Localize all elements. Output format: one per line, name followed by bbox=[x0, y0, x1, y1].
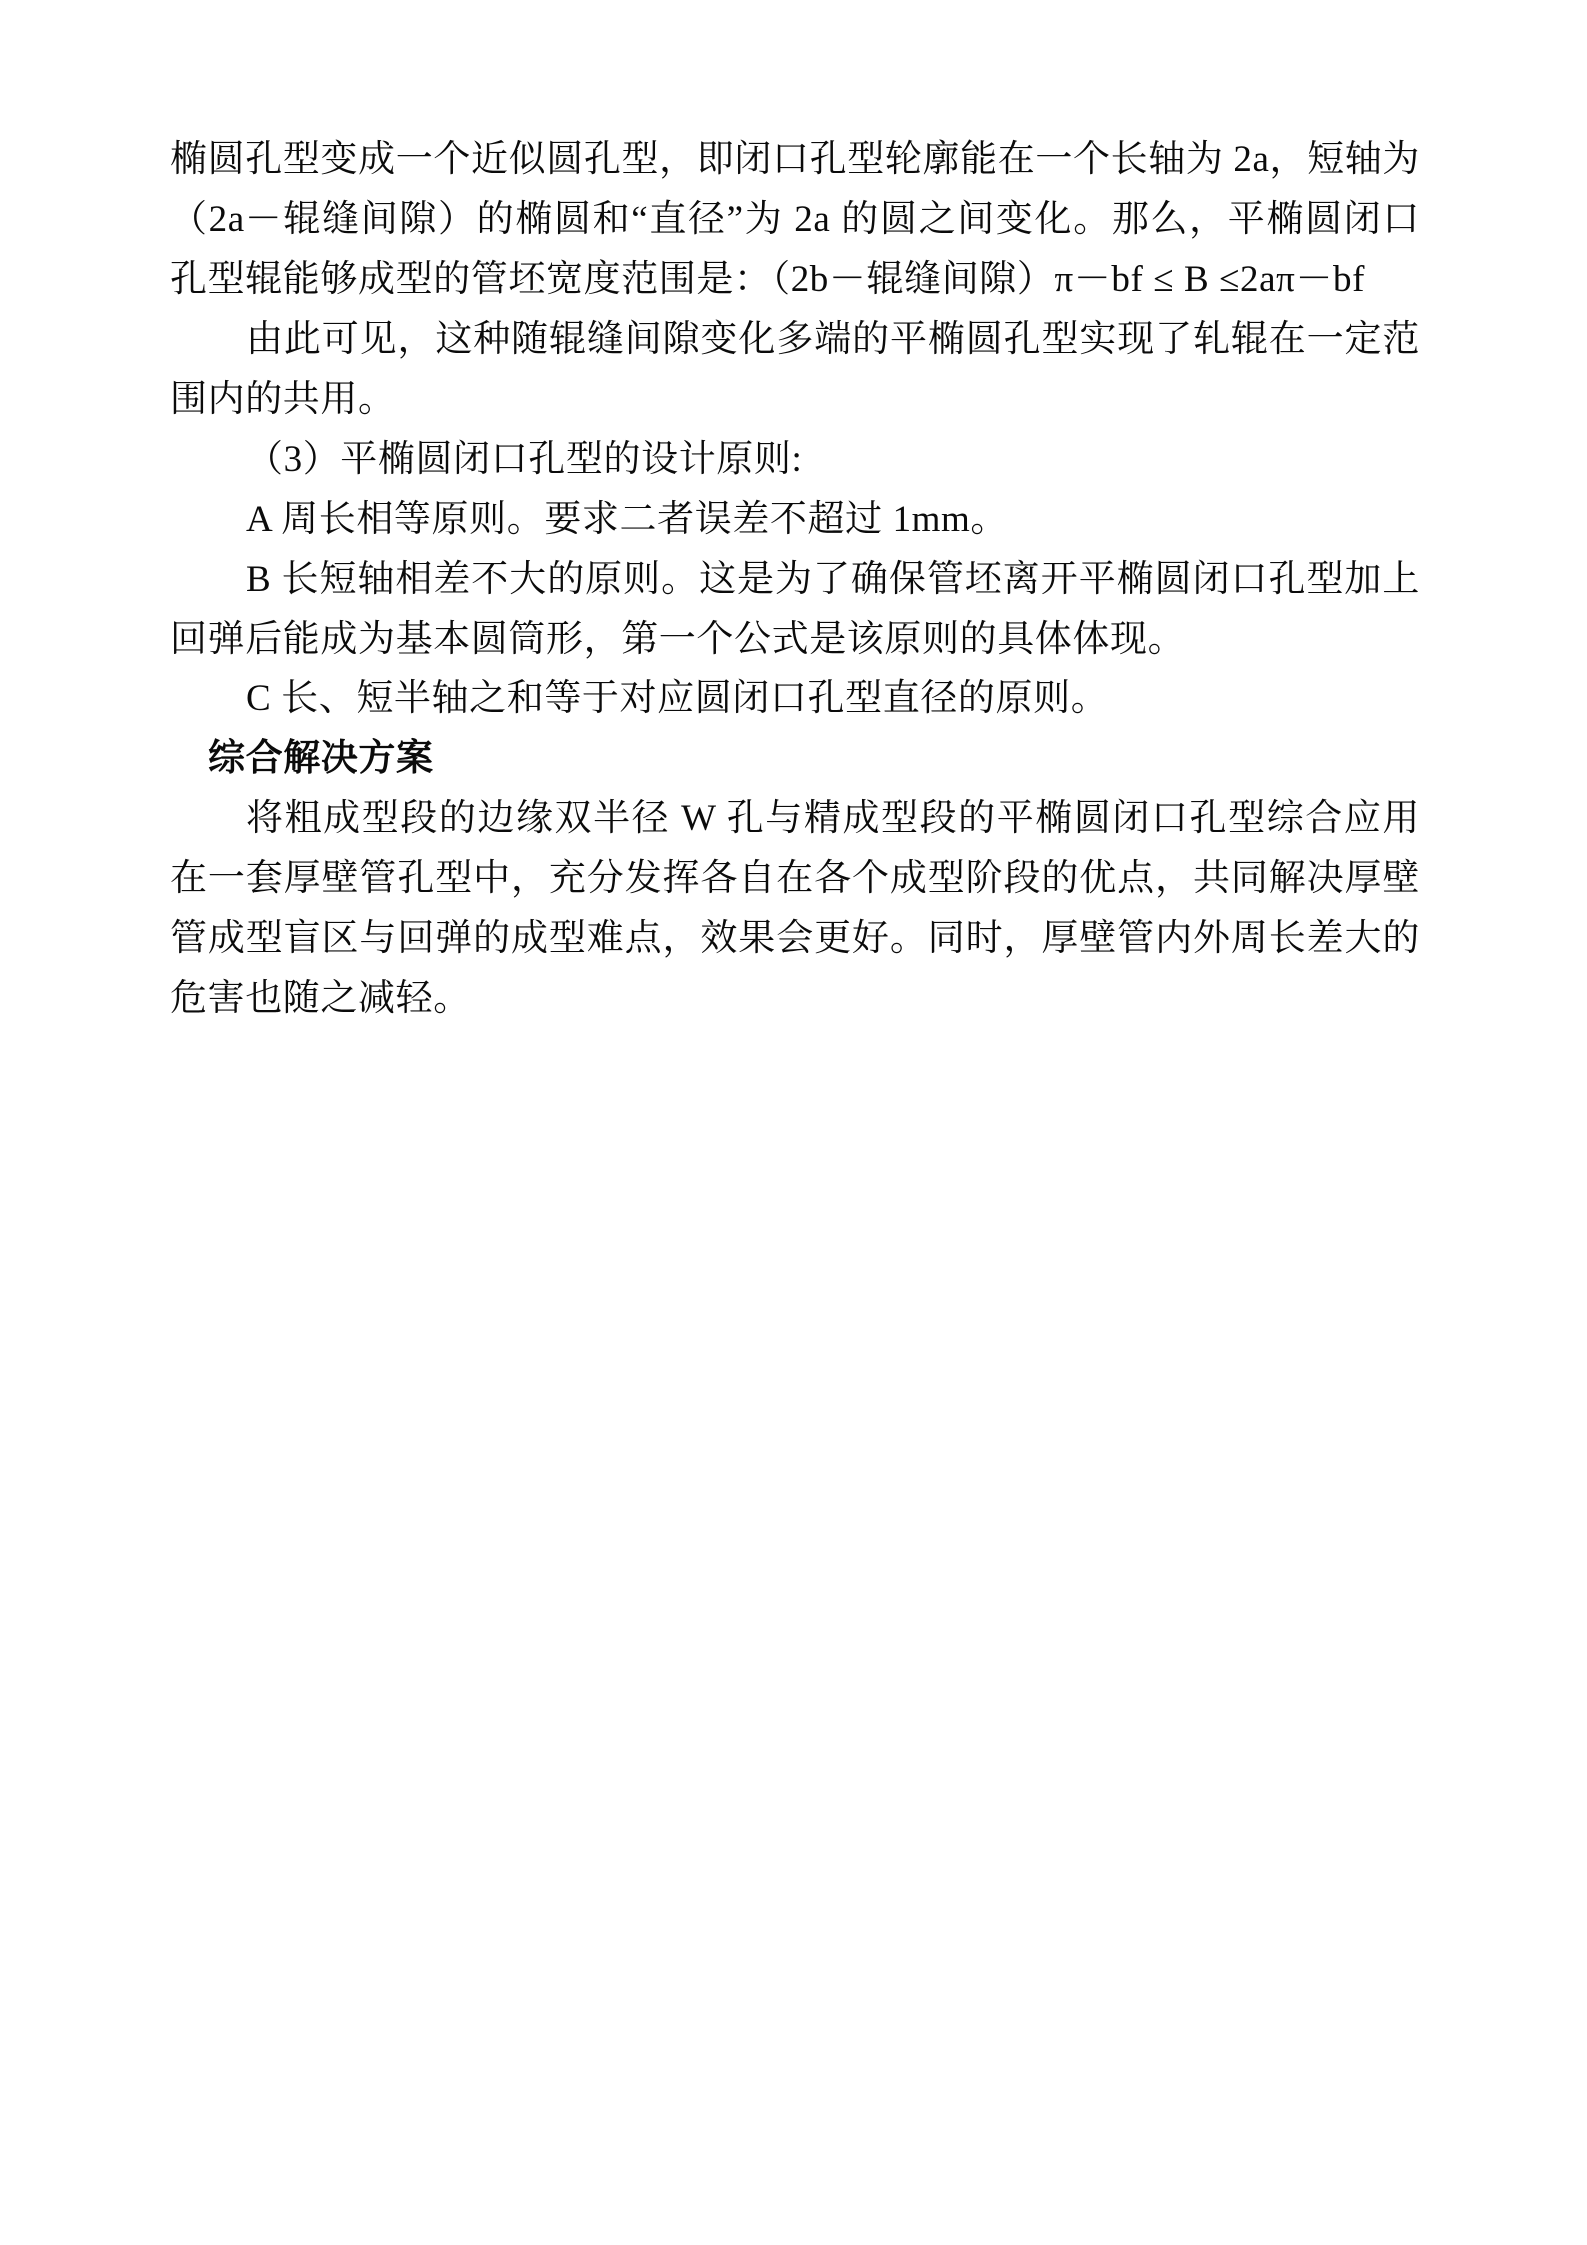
paragraph-principle-c: C 长、短半轴之和等于对应圆闭口孔型直径的原则。 bbox=[246, 678, 1109, 720]
paragraph-conclusion: 由此可见，这种随辊缝间隙变化多端的平椭圆孔型实现了轧辊在一定范围内的共用。 bbox=[170, 318, 1420, 420]
paragraph-comprehensive-solution-body: 将粗成型段的边缘双半径 W 孔与精成型段的平椭圆闭口孔型综合应用在一套厚壁管孔型中，充分发挥各自在各个成型阶段的优点，共同解决厚壁管成型盲区与回弹的成型难点，效果会更好。同时，厚壁管内外周长差大的危害也随之减轻。 bbox=[170, 798, 1420, 1020]
paragraph-principle-a: A 周长相等原则。要求二者误差不超过 1mm。 bbox=[246, 498, 1009, 540]
paragraph-design-principles-title: （3）平椭圆闭口孔型的设计原则: bbox=[246, 438, 803, 480]
paragraph-principle-b: B 长短轴相差不大的原则。这是为了确保管坯离开平椭圆闭口孔型加上回弹后能成为基本圆筒形，第一个公式是该原则的具体体现。 bbox=[170, 558, 1420, 660]
paragraph-intro: 椭圆孔型变成一个近似圆孔型，即闭口孔型轮廓能在一个长轴为 2a，短轴为（2a－辊缝间隙）的椭圆和“直径”为 2a 的圆之间变化。那么，平椭圆闭口孔型辊能够成型的管坯宽度范围是：（2b－辊缝间隙）π－bf ≤ B ≤2aπ－bf bbox=[170, 139, 1420, 300]
section-heading-comprehensive-solution: 综合解决方案 bbox=[208, 738, 434, 780]
document-body bbox=[170, 130, 1420, 1029]
